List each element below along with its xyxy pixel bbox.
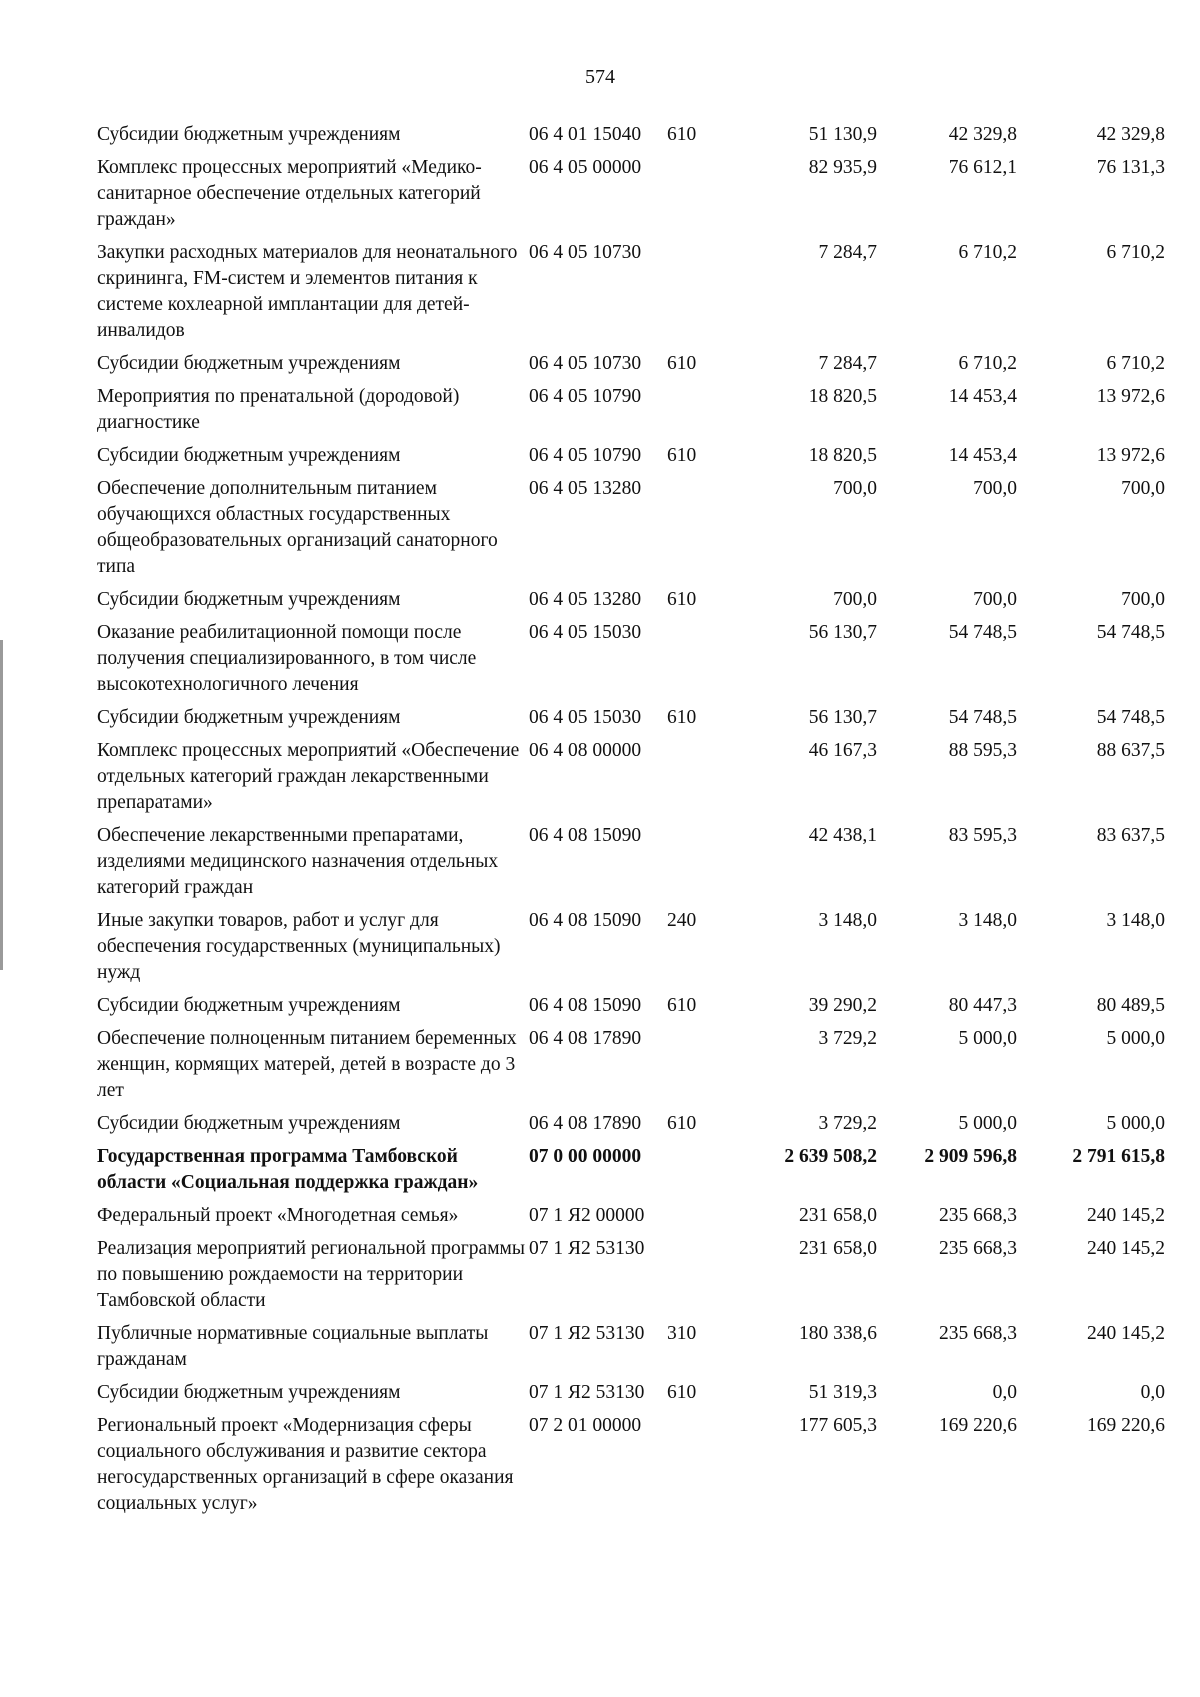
row-value-2: 83 595,3 — [948, 825, 1017, 846]
budget-table — [97, 122, 1165, 1524]
table-row — [97, 738, 1165, 823]
row-value-1: 700,0 — [833, 589, 877, 610]
row-code: 07 2 01 00000 — [529, 1415, 642, 1436]
row-name: Субсидии бюджетным учреждениям — [97, 707, 401, 728]
row-value-1: 51 319,3 — [808, 1382, 877, 1403]
table-row — [97, 476, 1165, 587]
row-expense-type — [667, 738, 727, 823]
row-code: 06 4 05 10790 — [529, 445, 642, 466]
row-code: 06 4 08 00000 — [529, 740, 642, 761]
row-expense-type — [667, 620, 727, 705]
row-value-3: 700,0 — [1121, 589, 1165, 610]
row-expense-type: 610 — [667, 707, 697, 728]
table-row — [97, 1203, 1165, 1236]
row-expense-type — [667, 1203, 727, 1236]
row-value-1: 56 130,7 — [808, 707, 877, 728]
row-value-3: 5 000,0 — [1106, 1113, 1165, 1134]
row-value-3: 5 000,0 — [1106, 1028, 1165, 1049]
row-value-2: 76 612,1 — [948, 157, 1017, 178]
row-value-2: 6 710,2 — [958, 353, 1017, 374]
row-value-3: 13 972,6 — [1096, 445, 1165, 466]
row-value-1: 180 338,6 — [799, 1323, 877, 1344]
row-value-3: 6 710,2 — [1106, 242, 1165, 263]
row-code: 06 4 05 00000 — [529, 157, 642, 178]
row-value-2: 5 000,0 — [958, 1028, 1017, 1049]
row-name: Государственная программа Тамбовской области «Социальная поддержка граждан» — [97, 1146, 479, 1193]
row-code: 06 4 08 17890 — [529, 1028, 642, 1049]
table-row — [97, 240, 1165, 351]
row-value-1: 231 658,0 — [799, 1205, 877, 1226]
table-row — [97, 1236, 1165, 1321]
table-row — [97, 122, 1165, 155]
row-expense-type: 610 — [667, 353, 697, 374]
row-name: Субсидии бюджетным учреждениям — [97, 589, 401, 610]
table-row — [97, 351, 1165, 384]
scan-edge-mark — [0, 640, 3, 970]
row-value-2: 5 000,0 — [958, 1113, 1017, 1134]
table-row — [97, 1026, 1165, 1111]
row-name: Субсидии бюджетным учреждениям — [97, 1382, 401, 1403]
row-name: Комплекс процессных мероприятий «Обеспечение отдельных категорий граждан лекарственными препаратами» — [97, 740, 520, 813]
row-value-2: 235 668,3 — [939, 1238, 1017, 1259]
row-code: 06 4 05 10790 — [529, 386, 642, 407]
row-expense-type — [667, 240, 727, 351]
row-value-1: 7 284,7 — [818, 353, 877, 374]
row-code: 07 0 00 00000 — [529, 1146, 642, 1167]
row-value-3: 54 748,5 — [1096, 707, 1165, 728]
row-value-1: 42 438,1 — [808, 825, 877, 846]
row-value-1: 2 639 508,2 — [784, 1146, 877, 1167]
row-value-1: 51 130,9 — [808, 124, 877, 145]
row-value-1: 231 658,0 — [799, 1238, 877, 1259]
row-value-1: 7 284,7 — [818, 242, 877, 263]
row-code: 06 4 05 10730 — [529, 242, 642, 263]
row-name: Иные закупки товаров, работ и услуг для обеспечения государственных (муниципальных) нужд — [97, 910, 501, 983]
row-value-3: 54 748,5 — [1096, 622, 1165, 643]
row-value-2: 700,0 — [973, 478, 1017, 499]
table-row — [97, 443, 1165, 476]
table-row — [97, 155, 1165, 240]
row-value-2: 700,0 — [973, 589, 1017, 610]
row-name: Закупки расходных материалов для неонатального скрининга, FM-систем и элементов питания к системе кохлеарной имплантации для детей-инвалидов — [97, 242, 518, 341]
row-name: Обеспечение дополнительным питанием обучающихся областных государственных общеобразовательных организаций санаторного типа — [97, 478, 498, 577]
row-value-1: 700,0 — [833, 478, 877, 499]
row-value-2: 54 748,5 — [948, 622, 1017, 643]
row-value-2: 235 668,3 — [939, 1323, 1017, 1344]
row-value-2: 80 447,3 — [948, 995, 1017, 1016]
row-name: Комплекс процессных мероприятий «Медико-санитарное обеспечение отдельных категорий граждан» — [97, 157, 482, 230]
row-code: 06 4 05 10730 — [529, 353, 642, 374]
row-name: Мероприятия по пренатальной (дородовой) диагностике — [97, 386, 460, 433]
row-expense-type: 610 — [667, 1382, 697, 1403]
row-value-2: 88 595,3 — [948, 740, 1017, 761]
row-expense-type — [667, 384, 727, 443]
table-row — [97, 1380, 1165, 1413]
row-code: 06 4 08 17890 — [529, 1113, 642, 1134]
row-code: 06 4 05 15030 — [529, 622, 642, 643]
row-value-1: 3 729,2 — [818, 1028, 877, 1049]
row-value-3: 240 145,2 — [1087, 1323, 1165, 1344]
table-row — [97, 705, 1165, 738]
row-value-3: 42 329,8 — [1096, 124, 1165, 145]
row-value-2: 2 909 596,8 — [924, 1146, 1017, 1167]
row-name: Обеспечение лекарственными препаратами, изделиями медицинского назначения отдельных категорий граждан — [97, 825, 499, 898]
row-value-1: 18 820,5 — [808, 386, 877, 407]
row-expense-type: 610 — [667, 445, 697, 466]
row-expense-type: 610 — [667, 1113, 697, 1134]
row-value-1: 46 167,3 — [808, 740, 877, 761]
row-code: 06 4 01 15040 — [529, 124, 642, 145]
row-name: Субсидии бюджетным учреждениям — [97, 124, 401, 145]
row-code: 06 4 08 15090 — [529, 995, 642, 1016]
row-value-1: 39 290,2 — [808, 995, 877, 1016]
row-code: 06 4 05 13280 — [529, 478, 642, 499]
row-code: 06 4 08 15090 — [529, 910, 642, 931]
row-name: Субсидии бюджетным учреждениям — [97, 995, 401, 1016]
row-value-2: 6 710,2 — [958, 242, 1017, 263]
row-code: 07 1 Я2 53130 — [529, 1382, 645, 1403]
row-code: 06 4 05 13280 — [529, 589, 642, 610]
row-name: Субсидии бюджетным учреждениям — [97, 1113, 401, 1134]
row-value-3: 88 637,5 — [1096, 740, 1165, 761]
table-row — [97, 1144, 1165, 1203]
row-value-2: 54 748,5 — [948, 707, 1017, 728]
row-expense-type: 610 — [667, 124, 697, 145]
row-expense-type — [667, 1144, 727, 1203]
row-value-3: 240 145,2 — [1087, 1205, 1165, 1226]
row-name: Субсидии бюджетным учреждениям — [97, 353, 401, 374]
row-name: Реализация мероприятий региональной программы по повышению рождаемости на территории Тамбовской области — [97, 1238, 525, 1311]
row-value-2: 3 148,0 — [958, 910, 1017, 931]
row-expense-type: 610 — [667, 995, 697, 1016]
row-expense-type — [667, 476, 727, 587]
table-row — [97, 908, 1165, 993]
row-value-1: 3 148,0 — [818, 910, 877, 931]
budget-table-body — [97, 122, 1165, 1524]
table-row — [97, 1111, 1165, 1144]
row-expense-type — [667, 1413, 727, 1524]
row-value-3: 83 637,5 — [1096, 825, 1165, 846]
row-expense-type: 240 — [667, 910, 697, 931]
row-value-2: 169 220,6 — [939, 1415, 1017, 1436]
table-row — [97, 1413, 1165, 1524]
row-value-3: 3 148,0 — [1106, 910, 1165, 931]
row-value-3: 76 131,3 — [1096, 157, 1165, 178]
row-expense-type — [667, 155, 727, 240]
row-value-3: 240 145,2 — [1087, 1238, 1165, 1259]
row-name: Публичные нормативные социальные выплаты гражданам — [97, 1323, 489, 1370]
row-value-2: 0,0 — [992, 1382, 1017, 1403]
row-code: 06 4 05 15030 — [529, 707, 642, 728]
row-value-1: 3 729,2 — [818, 1113, 877, 1134]
row-value-2: 14 453,4 — [948, 386, 1017, 407]
row-expense-type: 610 — [667, 589, 697, 610]
row-expense-type: 310 — [667, 1323, 697, 1344]
table-row — [97, 823, 1165, 908]
row-expense-type — [667, 1026, 727, 1111]
row-expense-type — [667, 823, 727, 908]
row-value-3: 2 791 615,8 — [1072, 1146, 1165, 1167]
row-value-3: 13 972,6 — [1096, 386, 1165, 407]
row-value-1: 18 820,5 — [808, 445, 877, 466]
row-value-1: 82 935,9 — [808, 157, 877, 178]
table-row — [97, 993, 1165, 1026]
row-name: Субсидии бюджетным учреждениям — [97, 445, 401, 466]
row-value-1: 177 605,3 — [799, 1415, 877, 1436]
row-code: 07 1 Я2 53130 — [529, 1323, 645, 1344]
table-row — [97, 384, 1165, 443]
row-value-2: 235 668,3 — [939, 1205, 1017, 1226]
row-name: Оказание реабилитационной помощи после получения специализированного, в том числе высокотехнологичного лечения — [97, 622, 477, 695]
row-expense-type — [667, 1236, 727, 1321]
row-value-3: 169 220,6 — [1087, 1415, 1165, 1436]
row-name: Обеспечение полноценным питанием беременных женщин, кормящих матерей, детей в возрасте до 3 лет — [97, 1028, 517, 1101]
table-row — [97, 620, 1165, 705]
row-code: 07 1 Я2 00000 — [529, 1205, 645, 1226]
row-value-3: 80 489,5 — [1096, 995, 1165, 1016]
row-code: 06 4 08 15090 — [529, 825, 642, 846]
row-value-3: 6 710,2 — [1106, 353, 1165, 374]
row-value-3: 0,0 — [1140, 1382, 1165, 1403]
table-row — [97, 1321, 1165, 1380]
row-name: Федеральный проект «Многодетная семья» — [97, 1205, 459, 1226]
page-number: 574 — [585, 66, 615, 88]
row-value-3: 700,0 — [1121, 478, 1165, 499]
row-code: 07 1 Я2 53130 — [529, 1238, 645, 1259]
row-name: Региональный проект «Модернизация сферы социального обслуживания и развитие сектора негосударственных организаций в сфере оказания социальных услуг» — [97, 1415, 514, 1514]
row-value-2: 14 453,4 — [948, 445, 1017, 466]
row-value-2: 42 329,8 — [948, 124, 1017, 145]
table-row — [97, 587, 1165, 620]
row-value-1: 56 130,7 — [808, 622, 877, 643]
